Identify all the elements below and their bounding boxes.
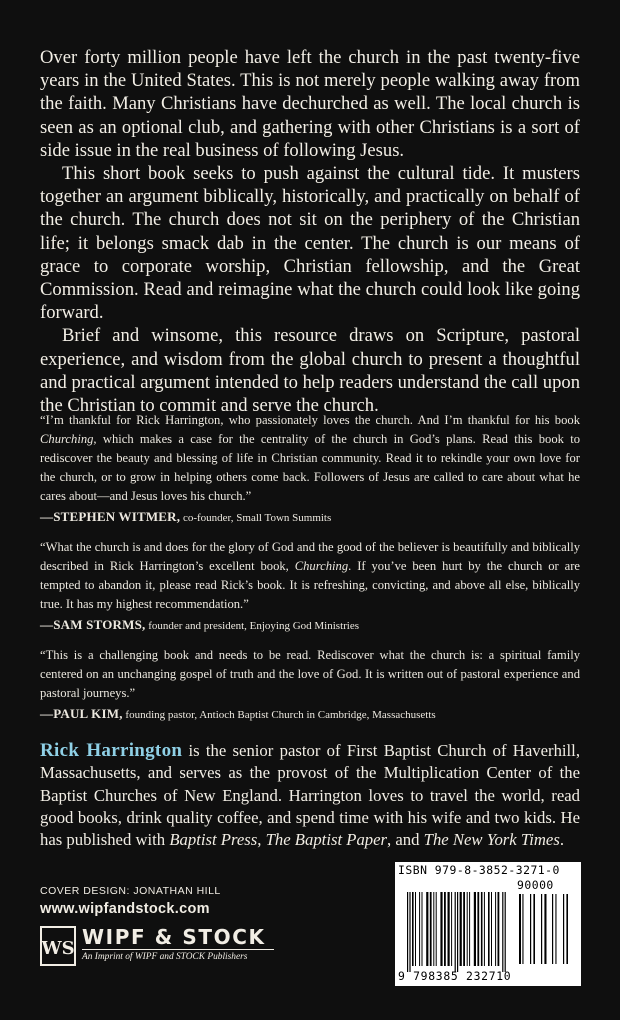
description-paragraph: Over forty million people have left the church in the past twenty-five years in the United States. This is not merely people walking away from the faith. Many Christians have dechurched as well. The local church is seen as an optional club, and gathering with other Christians is a sort of side issue in the real business of following Jesus. <box>40 47 580 161</box>
isbn-barcode <box>395 862 581 986</box>
publisher-name: WIPF & STOCK <box>82 925 266 949</box>
barcode-bar <box>530 894 531 964</box>
publication-name: Baptist Press <box>169 830 258 850</box>
endorser-role: founder and president, Enjoying God Ministries <box>145 619 360 632</box>
endorsement <box>40 411 580 527</box>
barcode-bar <box>552 894 553 964</box>
book-title: Churching <box>40 431 94 446</box>
publication-name: The New York Times <box>423 830 560 850</box>
barcode-bar <box>422 892 423 966</box>
svg-text:WS: WS <box>41 938 75 959</box>
credits <box>40 885 221 917</box>
barcode-bar <box>415 892 416 966</box>
endorsement <box>40 538 580 636</box>
endorser-role: co-founder, Small Town Summits <box>180 511 332 524</box>
barcode-bar <box>498 892 500 966</box>
barcode-bar <box>505 892 506 972</box>
barcode-bar <box>481 892 483 966</box>
barcode-bar <box>463 892 465 966</box>
publisher-logo <box>40 926 280 968</box>
publisher-imprint: An Imprint of WIPF and STOCK Publishers <box>82 952 248 962</box>
barcode-bar <box>491 892 492 966</box>
cover-design-credit: COVER DESIGN: JONATHAN HILL <box>40 885 221 897</box>
barcode-bar <box>440 892 442 966</box>
barcode-bar <box>555 894 556 964</box>
barcode-bar <box>467 892 468 966</box>
endorsement-attribution: —SAM STORMS, founder and president, Enjoying God Ministries <box>40 616 360 632</box>
endorser-name: PAUL KIM, <box>53 705 123 721</box>
price-addon-number: 90000 <box>517 878 554 892</box>
barcode-bar <box>455 892 456 972</box>
barcode-bar <box>407 892 408 972</box>
barcode-bar <box>488 892 490 966</box>
barcode-bar <box>412 892 414 966</box>
barcode-bar <box>419 892 420 966</box>
endorsement-attribution: —STEPHEN WITMER, co-founder, Small Town Summits <box>40 508 332 524</box>
publisher-website: www.wipfandstock.com <box>40 901 210 917</box>
endorsement-quote: “I’m thankful for Rick Harrington, who passionately loves the church. And I’m thankful for his book Churching, which makes a case for the centrality of the church in God’s plans. Read this book to rediscover the beauty and blessing of life in Christian community. Read it to rekindle your own love for the church, or to grow in helping others come back. Followers of Jesus are called to care about what he cares about—and Jesus loves his church.” <box>40 413 580 503</box>
publication-name: The Baptist Paper <box>265 830 388 850</box>
barcode-bar <box>448 892 450 966</box>
barcode-bar <box>495 892 496 966</box>
barcode-digits: 9 798385 232710 <box>398 969 512 983</box>
barcode-bar <box>502 892 503 972</box>
description-paragraph: This short book seeks to push against the cultural tide. It musters together an argument biblically, historically, and practically on behalf of the church. The church does not sit on the periphery of the Christian life; it belongs smack dab in the center. The church is our means of grace to corporate worship, Christian fellowship, and the Great Commission. Read and reimagine what the church could look like going forward. <box>40 163 580 324</box>
barcode-bar <box>566 894 568 964</box>
logo-rule <box>82 949 274 950</box>
book-description <box>40 46 580 417</box>
barcode-bar <box>409 892 410 972</box>
endorser-name: SAM STORMS, <box>53 616 146 632</box>
barcode-bar <box>484 892 485 966</box>
barcode-bar <box>541 894 542 964</box>
barcode-bar <box>460 892 462 966</box>
author-name: Rick Harrington <box>40 740 183 761</box>
barcode-bar <box>474 892 476 966</box>
book-title: Churching <box>294 558 349 573</box>
barcode-bar <box>469 892 470 966</box>
endorsement-attribution: —PAUL KIM, founding pastor, Antioch Baptist Church in Cambridge, Massachusetts <box>40 705 436 721</box>
isbn-label: ISBN 979-8-3852-3271-0 <box>398 863 560 877</box>
author-bio: Rick Harrington is the senior pastor of First Baptist Church of Haverhill, Massachusetts, and serves as the provost of the Multiplication Center of the Baptist Churches of New England. Harrington loves to travel the world, read good books, drink quality coffee, and spend time with his wife and two kids. He has published with Baptist Press, The Baptist Paper, and The New York Times. <box>40 740 580 850</box>
endorser-name: STEPHEN WITMER, <box>53 508 181 524</box>
barcode-bar <box>430 892 432 966</box>
barcode-bar <box>533 894 535 964</box>
barcode-bar <box>544 894 546 964</box>
barcode-bar <box>451 892 452 966</box>
barcode-bar <box>426 892 428 966</box>
barcode-bar <box>444 892 446 966</box>
endorsement <box>40 646 580 725</box>
barcode-bar <box>522 894 523 964</box>
description-paragraph: Brief and winsome, this resource draws on Scripture, pastoral experience, and wisdom from the global church to present a thoughtful and practical argument intended to help readers understand the call upon the Christian to commit and serve the church. <box>40 325 580 417</box>
barcode-bar <box>563 894 564 964</box>
barcode-bar <box>433 892 434 966</box>
ws-monogram-icon <box>40 926 76 966</box>
barcode-bar <box>477 892 479 966</box>
barcode-bar <box>436 892 437 966</box>
barcode-bar <box>457 892 458 972</box>
endorsement-quote: “What the church is and does for the glory of God and the good of the believer is beautifully and biblically described in Rick Harrington’s excellent book, Churching. If you’ve been hurt by the church or are tempted to abandon it, please read Rick’s book. It is refreshing, convicting, and above all else, biblically true. It has my highest recommendation.” <box>40 540 581 611</box>
endorser-role: founding pastor, Antioch Baptist Church in Cambridge, Massachusetts <box>122 708 436 721</box>
barcode-bar <box>519 894 521 964</box>
endorsement-quote: “This is a challenging book and needs to be read. Rediscover what the church is: a spiritual family centered on an unchanging gospel of truth and the love of God. It is written out of pastoral experience and pastoral journeys.” <box>40 648 580 700</box>
